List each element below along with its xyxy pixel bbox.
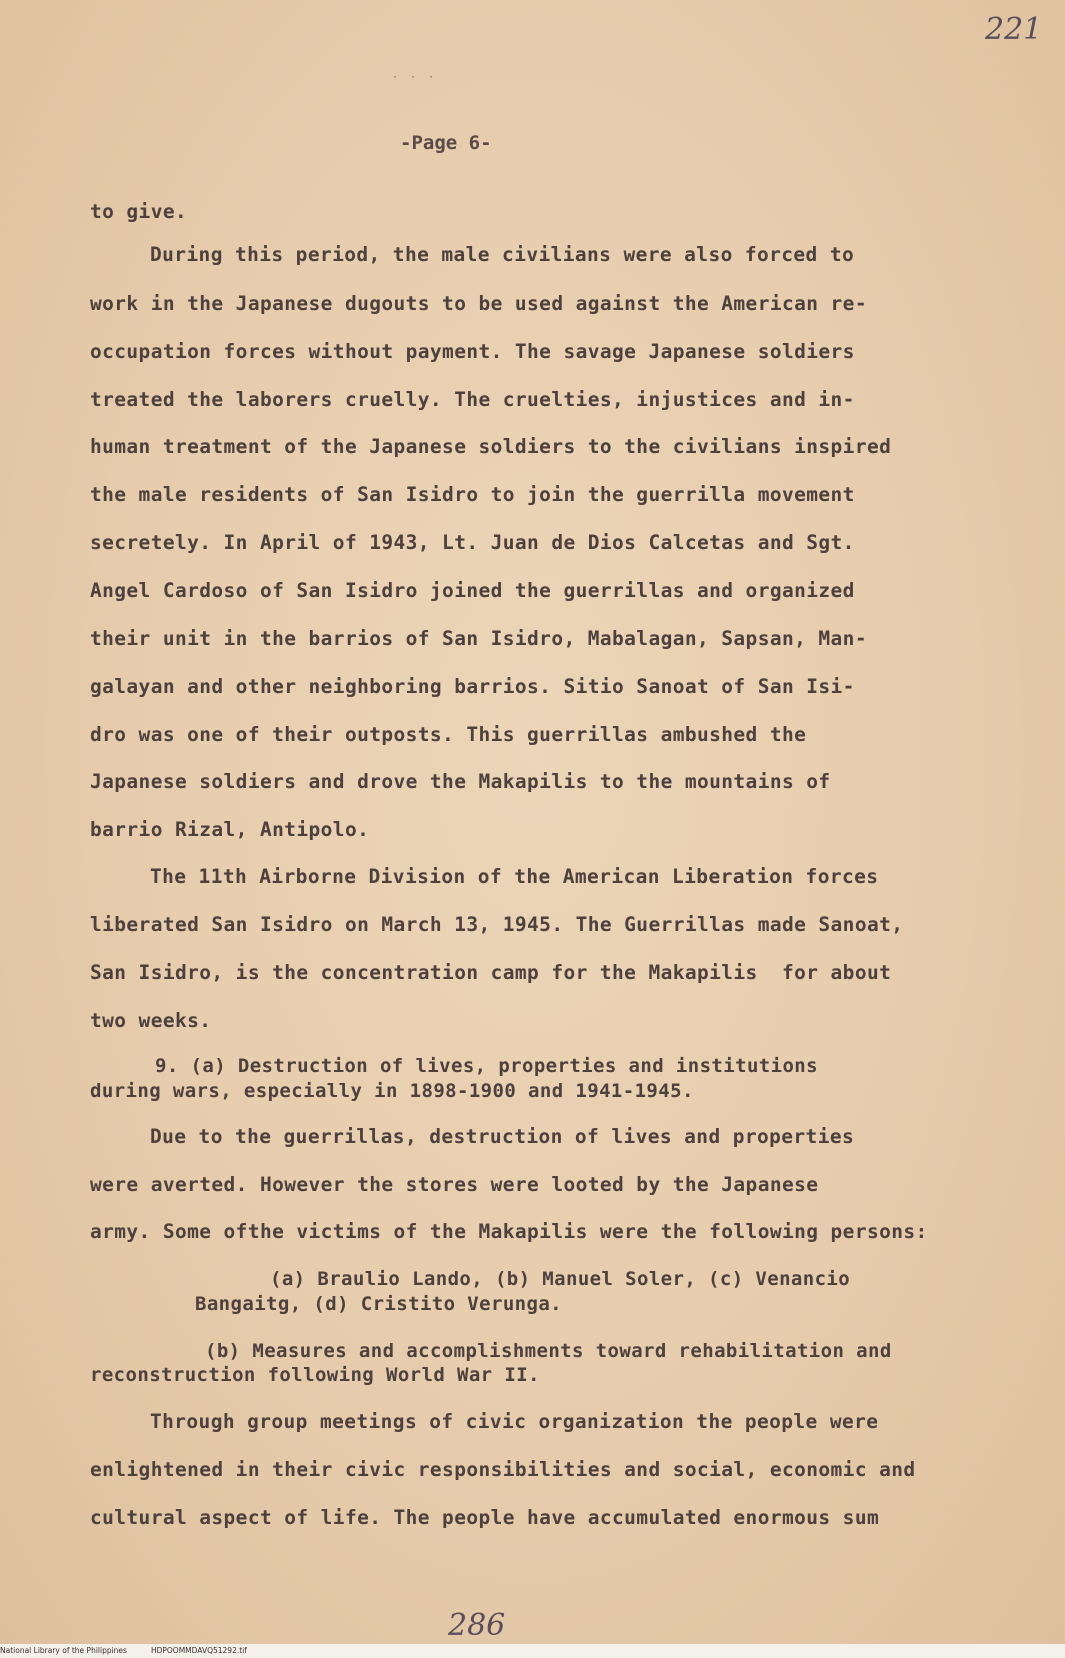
text-line: treated the laborers cruelly. The cruelties, injustices and in- [90,388,855,411]
ink-specks: ··· [392,72,447,83]
text-line: occupation forces without payment. The savage Japanese soldiers [90,340,855,363]
victims-list-line: Bangaitg, (d) Cristito Verunga. [195,1293,563,1315]
section-heading: reconstruction following World War II. [90,1364,540,1386]
bottom-folio-number: 286 [448,1608,506,1643]
section-heading: (b) Measures and accomplishments toward rehabilitation and [205,1340,892,1362]
text-line: Angel Cardoso of San Isidro joined the guerrillas and organized [90,579,855,602]
section-heading: during wars, especially in 1898-1900 and 1941-1945. [90,1080,694,1102]
text-line: work in the Japanese dugouts to be used against the American re- [90,292,867,315]
text-line: their unit in the barrios of San Isidro, Mabalagan, Sapsan, Man- [90,627,867,650]
text-line: to give. [90,200,188,223]
text-line: secretely. In April of 1943, Lt. Juan de Dios Calcetas and Sgt. [90,531,855,554]
footer-filename: HDPOOMMDAVQ51292.tif [150,1646,247,1655]
text-line: Through group meetings of civic organization the people were [150,1410,879,1433]
scan-footer [0,1646,271,1655]
victims-list-line: (a) Braulio Lando, (b) Manuel Soler, (c) Venancio [270,1268,851,1290]
text-line: two weeks. [90,1009,212,1032]
text-line: dro was one of their outposts. This guerrillas ambushed the [90,723,807,746]
text-line: the male residents of San Isidro to join the guerrilla movement [90,483,855,506]
text-line: Due to the guerrillas, destruction of lives and properties [150,1125,855,1148]
text-line: cultural aspect of life. The people have accumulated enormous sum [90,1506,880,1529]
section-heading: 9. (a) Destruction of lives, properties and institutions [155,1055,818,1077]
text-line: During this period, the male civilians were also forced to [150,243,855,266]
text-line: army. Some ofthe victims of the Makapilis were the following persons: [90,1220,928,1243]
page-label: -Page 6- [400,132,492,154]
text-line: liberated San Isidro on March 13, 1945. The Guerrillas made Sanoat, [90,913,904,936]
text-line: galayan and other neighboring barrios. Sitio Sanoat of San Isi- [90,675,855,698]
text-line: San Isidro, is the concentration camp for the Makapilis for about [90,961,892,984]
text-line: were averted. However the stores were looted by the Japanese [90,1173,819,1196]
text-line: Japanese soldiers and drove the Makapilis to the mountains of [90,770,831,793]
footer-source: National Library of the Philippines [0,1646,127,1655]
folio-number: 221 [985,12,1043,47]
text-line: enlightened in their civic responsibilities and social, economic and [90,1458,916,1481]
text-line: barrio Rizal, Antipolo. [90,818,370,841]
text-line: The 11th Airborne Division of the American Liberation forces [150,865,879,888]
text-line: human treatment of the Japanese soldiers to the civilians inspired [90,435,892,458]
